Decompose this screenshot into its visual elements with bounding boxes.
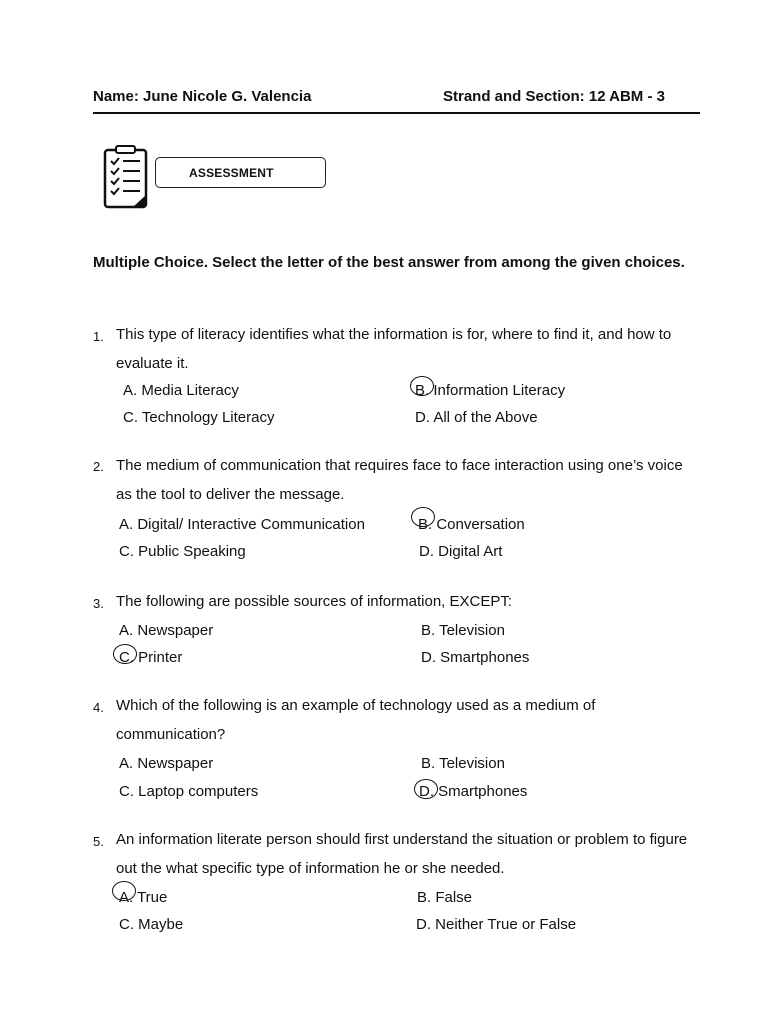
question-text: This type of literacy identifies what the information is for, where to find it, and how to evaluate it. [116,326,672,372]
option-c[interactable]: C. Maybe [119,916,184,933]
option-d[interactable]: D. Neither True or False [416,916,577,933]
option-d[interactable]: D. Smartphones [419,783,528,800]
answer-circle [112,881,136,901]
option-b[interactable]: B. Television [421,755,505,772]
assessment-label: ASSESSMENT [189,166,274,180]
student-name: Name: June Nicole G. Valencia [93,88,312,105]
option-c[interactable]: C. Technology Literacy [123,409,275,426]
question-number: 2. [93,459,104,474]
strand-section: Strand and Section: 12 ABM - 3 [443,88,665,105]
option-c[interactable]: C. Printer [119,649,183,666]
question-number: 3. [93,596,104,611]
option-b[interactable]: B. False [417,889,473,906]
assessment-box [155,157,326,188]
option-a[interactable]: A. Media Literacy [123,382,239,399]
option-a[interactable]: A. Newspaper [119,755,214,772]
option-c[interactable]: C. Laptop computers [119,783,259,800]
option-b[interactable]: B. Information Literacy [415,382,566,399]
option-c[interactable]: C. Public Speaking [119,543,246,560]
header-divider [93,112,700,114]
question-text: The following are possible sources of information, EXCEPT: [116,593,513,610]
instructions: Multiple Choice. Select the letter of the best answer from among the given choices. [93,254,685,271]
answer-circle [410,376,434,396]
option-b[interactable]: B. Conversation [418,516,525,533]
option-d[interactable]: D. Digital Art [419,543,503,560]
answer-circle [411,507,435,527]
question-text: An information literate person should first understand the situation or problem to figure out the what specific type of information he or she needed. [116,831,688,877]
option-a[interactable]: A. Digital/ Interactive Communication [119,516,365,533]
option-a[interactable]: A. Newspaper [119,622,214,639]
option-d[interactable]: D. Smartphones [421,649,530,666]
answer-circle [414,779,438,799]
answer-circle [113,644,137,664]
clipboard-checklist-icon [103,145,149,209]
option-d[interactable]: D. All of the Above [415,409,538,426]
option-b[interactable]: B. Television [421,622,505,639]
question-number: 4. [93,700,104,715]
question-number: 5. [93,834,104,849]
option-a[interactable]: A. True [119,889,168,906]
question-number: 1. [93,329,104,344]
question-text: Which of the following is an example of technology used as a medium of communication? [116,697,596,743]
question-text: The medium of communication that requires face to face interaction using one’s voice as the tool to deliver the message. [116,457,683,503]
